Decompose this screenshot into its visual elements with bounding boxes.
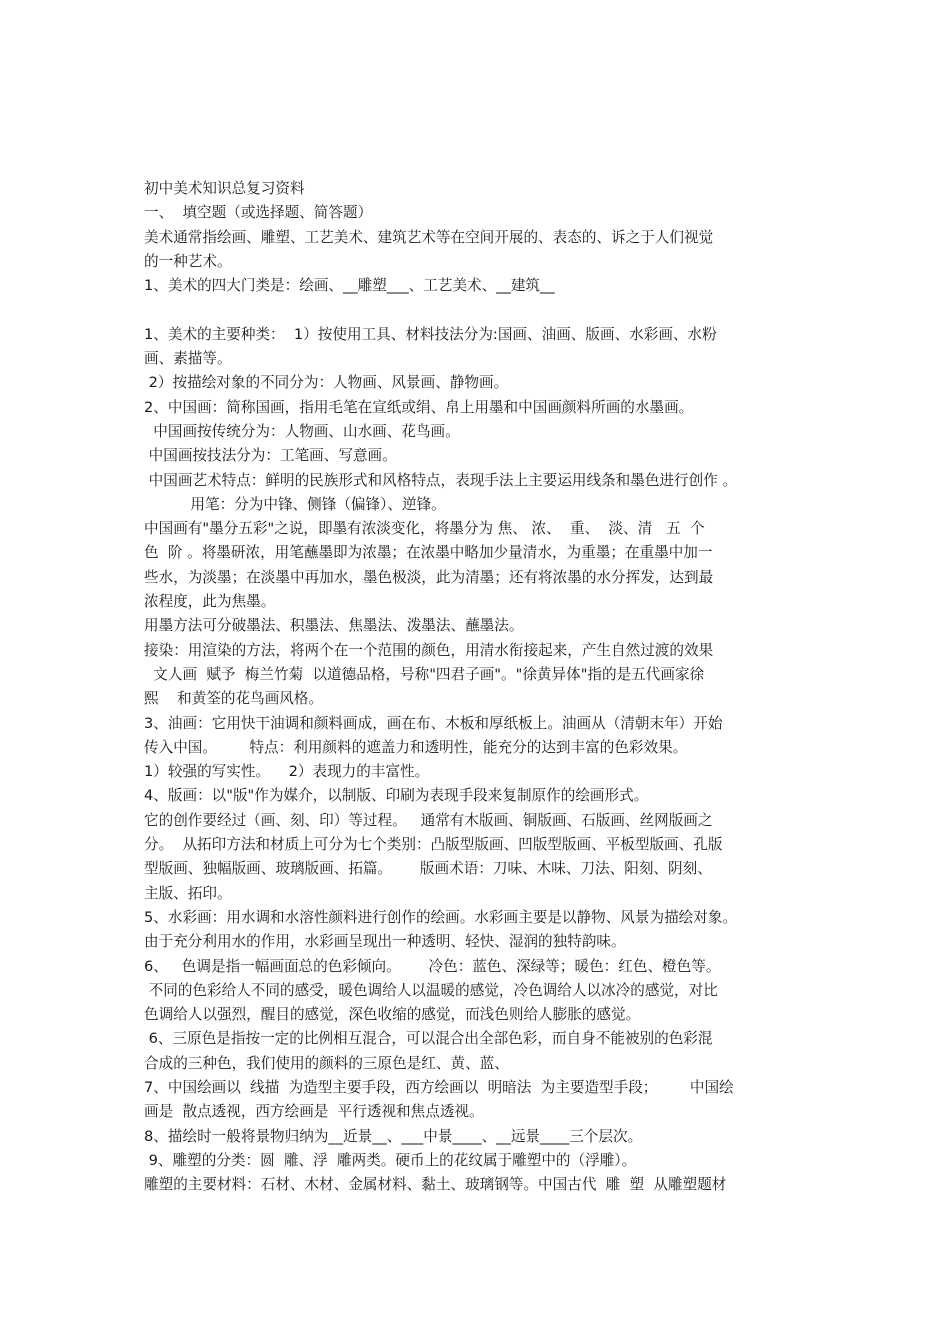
text-line: 文人画 赋予 梅兰竹菊 以道德品格，号称"四君子画"。"徐黄异体"指的是五代画家徐 [144,665,705,683]
text-line: 色调给人以强烈，醒目的感觉，深色收缩的感觉，而浅色则给人膨胀的感觉。 [144,1006,641,1024]
text-line: 中国画按技法分为：工笔画、写意画。 [144,447,397,465]
text-line: 传入中国。 特点：利用颜料的遮盖力和透明性，能充分的达到丰富的色彩效果。 [144,738,688,756]
text-line: 画、素描等。 [144,350,232,368]
text-line: 画是 散点透视，西方绘画是 平行透视和焦点透视。 [144,1103,484,1121]
text-line: 3、油画：它用快干油调和颜料画成，画在布、木板和厚纸板上。油画从（清朝末年）开始 [144,714,723,732]
section-heading: 一、 填空题（或选择题、简答题） [144,204,373,222]
text-line: 用墨方法可分破墨法、积墨法、焦墨法、泼墨法、蘸墨法。 [144,617,524,635]
text-line: 2）按描绘对象的不同分为：人物画、风景画、静物画。 [144,374,509,392]
text-line: 合成的三种色，我们使用的颜料的三原色是红、黄、蓝、 [144,1054,509,1072]
text-line: 2、中国画：简称国画，指用毛笔在宣纸或绢、帛上用墨和中国画颜料所画的水墨画。 [144,398,694,416]
text-line: 型版画、独幅版画、玻璃版画、拓篇。 版画术语：刀味、木味、刀法、阳刻、阴刻、 [144,860,712,878]
text-line: 中国画有"墨分五彩"之说，即墨有浓淡变化，将墨分为 焦、 浓、 重、 淡、清 五 个 [144,520,705,538]
text-line: 9、雕塑的分类：圆 雕、浮 雕两类。硬币上的花纹属于雕塑中的（浮雕）。 [144,1151,637,1169]
text-line: 色 阶 。将墨研浓，用笔蘸墨即为浓墨；在浓墨中略加少量清水，为重墨；在重墨中加一 [144,544,713,562]
text-line: 熙 和黄筌的花鸟画风格。 [144,690,324,708]
text-line: 雕塑的主要材料：石材、木材、金属材料、黏土、玻璃钢等。中国古代 雕 塑 从雕塑题材 [144,1176,727,1194]
text-line: 接染：用渲染的方法，将两个在一个范围的颜色，用清水衔接起来，产生自然过渡的效果 [144,641,714,659]
text-line: 美术通常指绘画、雕塑、工艺美术、建筑艺术等在空间开展的、表态的、诉之于人们视觉 [144,228,714,246]
text-line: 由于充分利用水的作用，水彩画呈现出一种透明、轻快、湿润的独特韵味。 [144,933,626,951]
text-line: 5、水彩画：用水调和水溶性颜料进行创作的绘画。水彩画主要是以静物、风景为描绘对象。 [144,908,738,926]
text-line: 6、三原色是指按一定的比例相互混合，可以混合出全部色彩，而自身不能被别的色彩混 [144,1030,713,1048]
text-line: 8、描绘时一般将景物归纳为__近景__、___中景____、__远景____三个层次。 [144,1127,643,1145]
text-line: 6、 色调是指一幅画面总的色彩倾向。 冷色：蓝色、深绿等；暖色：红色、橙色等。 [144,957,721,975]
text-line: 1、美术的主要种类： 1）按使用工具、材料技法分为:国画、油画、版画、水彩画、水粉 [144,325,717,343]
text-line: 浓程度，此为焦墨。 [144,593,276,611]
doc-title: 初中美术知识总复习资料 [144,180,305,197]
text-line: 主版、拓印。 [144,884,232,902]
text-line: 1）较强的写实性。 2）表现力的丰富性。 [144,763,430,781]
document-body [144,177,824,1197]
blank-line [144,298,824,322]
text-line: 中国画按传统分为：人物画、山水画、花鸟画。 [144,422,460,440]
text-line: 中国画艺术特点：鲜明的民族形式和风格特点，表现手法上主要运用线条和墨色进行创作 。 [144,471,738,489]
text-line: 些水，为淡墨；在淡墨中再加水，墨色极淡，此为清墨；还有将浓墨的水分挥发，达到最 [144,568,714,586]
text-line: 的一种艺术。 [144,252,232,270]
text-line: 4、版画：以"版"作为媒介，以制版、印刷为表现手段来复制原作的绘画形式。 [144,787,649,805]
text-line: 它的创作要经过（画、刻、印）等过程。 通常有木版画、铜版画、石版画、丝网版画之 [144,811,713,829]
text-line: 分。 从拓印方法和材质上可分为七个类别：凸版型版画、凹版型版画、平板型版画、孔版 [144,836,723,854]
text-line: 7、中国绘画以 线描 为造型主要手段，西方绘画以 明暗法 为主要造型手段； 中国绘 [144,1078,734,1096]
text-line: 1、美术的四大门类是：绘画、__雕塑___、工艺美术、__建筑__ [144,277,555,295]
text-line: 不同的色彩给人不同的感受，暖色调给人以温暖的感觉，冷色调给人以冰冷的感觉，对比 [144,981,718,999]
text-line: 用笔：分为中锋、侧锋（偏锋）、逆锋。 [144,495,446,513]
